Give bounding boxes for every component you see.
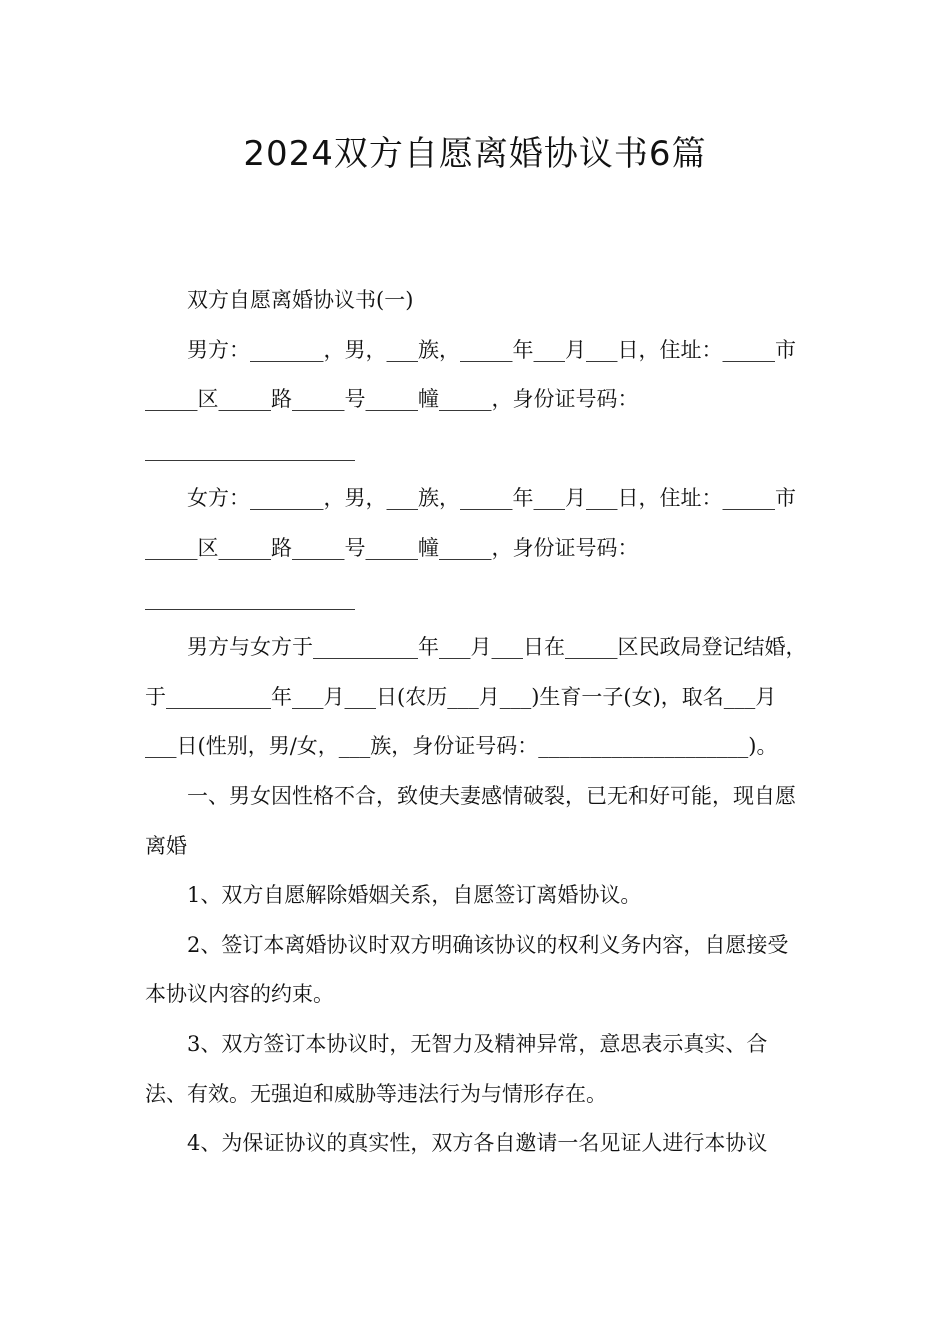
clause-paragraph: 1、双方自愿解除婚姻关系，自愿签订离婚协议。 [187,883,642,908]
section-heading: 双方自愿离婚协议书(一) [187,288,414,312]
clause-paragraph: 4、为保证协议的真实性，双方各自邀请一名见证人进行本协议 [187,1131,768,1156]
document-title: 2024双方自愿离婚协议书6篇 [243,134,707,174]
husband-info-paragraph: 男方：_______，男，___族，_____年___月___日，住址：_____市_____区_____路_____号_____幢_____，身份证号码：____________________ [145,337,796,461]
document-body [145,276,807,1169]
wife-info-paragraph: 女方：_______，男，___族，_____年___月___日，住址：_____市_____区_____路_____号_____幢_____，身份证号码：____________________ [145,486,796,610]
clause-paragraph: 2、签订本离婚协议时双方明确该协议的权利义务内容，自愿接受本协议内容的约束。 [145,932,789,1007]
clause-paragraph: 3、双方签订本协议时，无智力及精神异常，意思表示真实、合法、有效。无强迫和威胁等违法行为与情形存在。 [145,1031,768,1106]
marriage-info-paragraph: 男方与女方于__________年___月___日在_____区民政局登记结婚，于__________年___月___日(农历___月___)生育一子(女)，取名___月___日(性别，男/女，___族，身份证号码：____________________)。 [145,635,807,759]
clause-paragraph: 一、男女因性格不合，致使夫妻感情破裂，已无和好可能，现自愿离婚 [145,783,796,858]
